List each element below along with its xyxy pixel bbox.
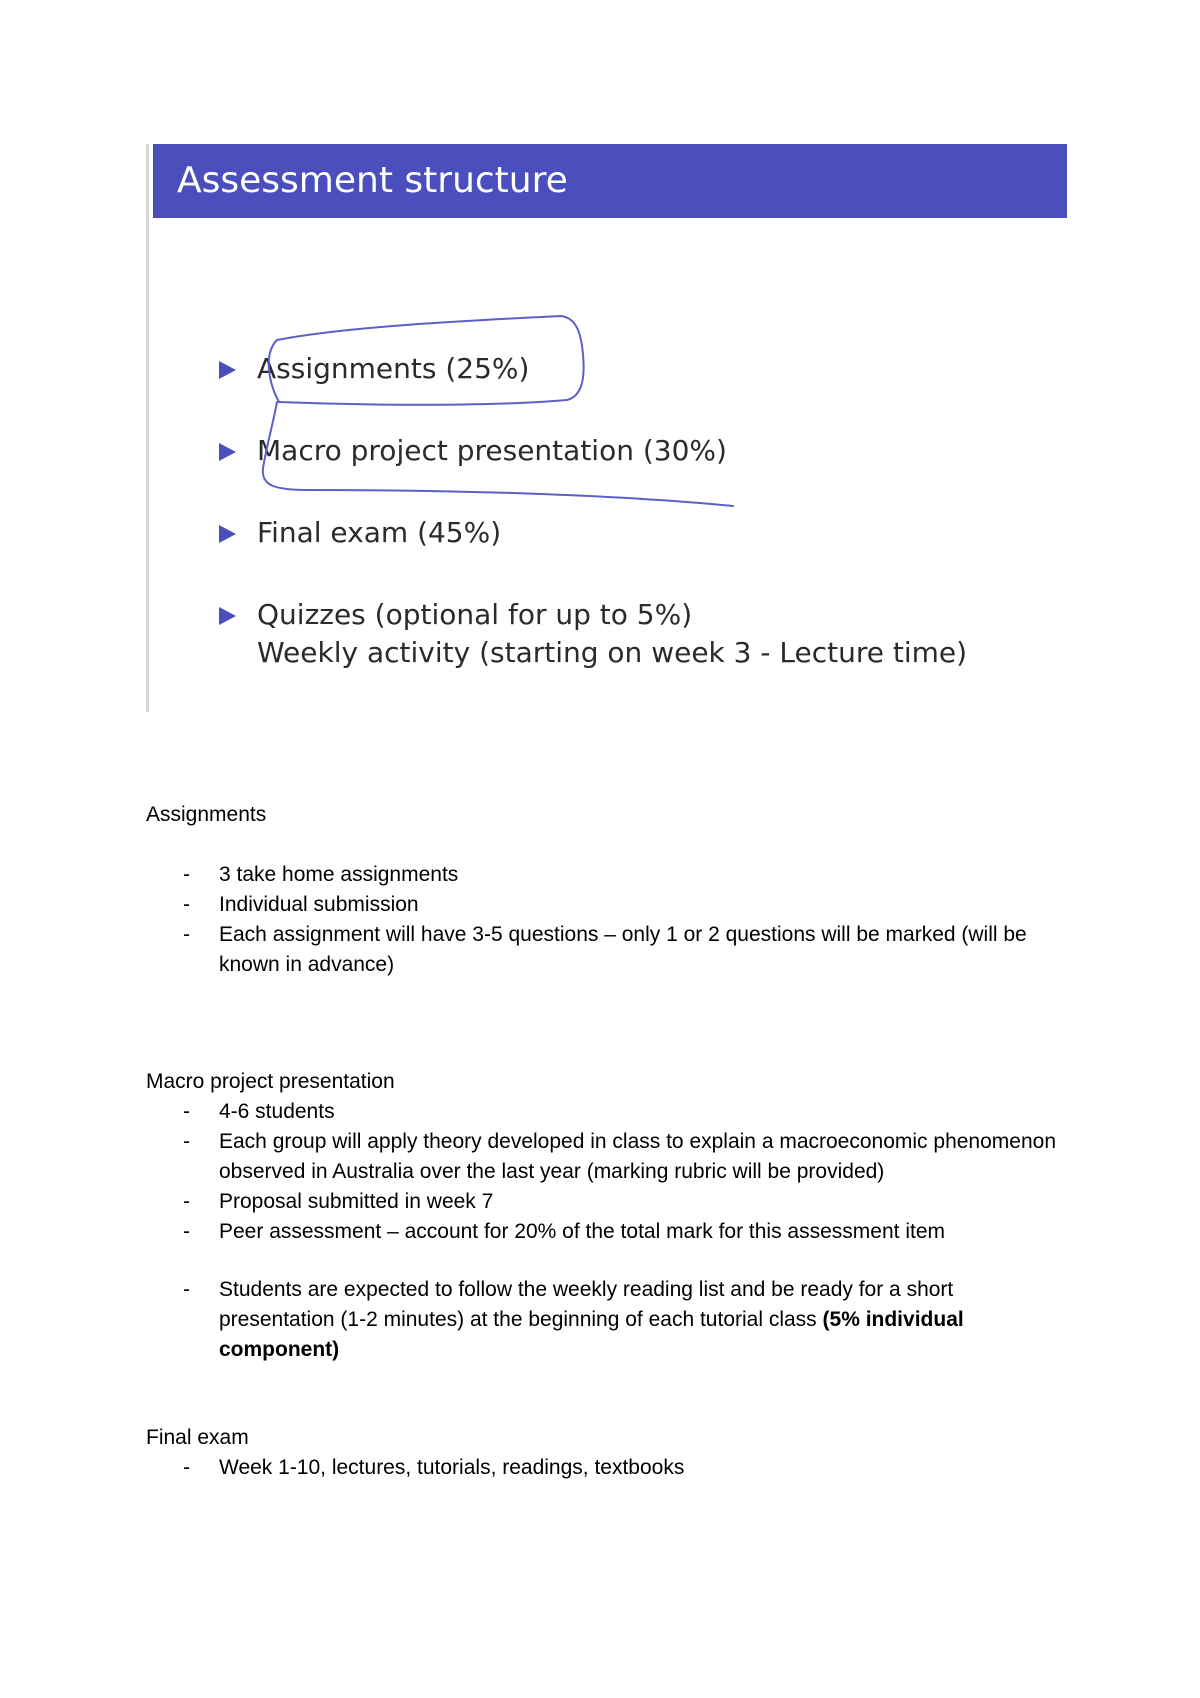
list-item: - Each assignment will have 3-5 questions – only 1 or 2 questions will be marked (will be known in advance) xyxy=(146,920,1066,980)
notes xyxy=(146,800,1066,1483)
slide-item-label: Assignments (25%) xyxy=(257,352,530,385)
list-item: - Individual submission xyxy=(146,890,1066,920)
slide-item-macro-project xyxy=(257,432,727,470)
list-item: - 4-6 students xyxy=(146,1097,1066,1127)
list-item: - 3 take home assignments xyxy=(146,860,1066,890)
section-title-assignments: Assignments xyxy=(146,803,267,826)
list-item: - Proposal submitted in week 7 xyxy=(146,1187,1066,1217)
triangle-bullet-icon xyxy=(219,361,236,379)
slide-item-label: Quizzes (optional for up to 5%) xyxy=(257,598,693,631)
list-item: - Week 1-10, lectures, tutorials, readings, textbooks xyxy=(146,1453,1066,1483)
final-exam-list xyxy=(146,1453,1066,1483)
macro-project-extra-list xyxy=(146,1275,1066,1365)
slide-item-quizzes xyxy=(257,596,967,672)
section-title-final-exam: Final exam xyxy=(146,1426,249,1449)
slide-item-sublabel: Weekly activity (starting on week 3 - Lecture time) xyxy=(257,636,968,669)
list-item: - Peer assessment – account for 20% of the total mark for this assessment item xyxy=(146,1217,1066,1247)
list-item: - Each group will apply theory developed in class to explain a macroeconomic phenomenon observed in Australia over the last year (marking rubric will be provided) xyxy=(146,1127,1066,1187)
assignments-list xyxy=(146,860,1066,980)
slide-item-label: Final exam (45%) xyxy=(257,516,502,549)
slide-item-final-exam xyxy=(257,514,501,552)
reading-bold-text: (5% individual component) xyxy=(219,1308,964,1361)
slide-title: Assessment structure xyxy=(153,144,1067,218)
slide-image xyxy=(146,144,1067,712)
triangle-bullet-icon xyxy=(219,443,236,461)
reading-text: Students are expected to follow the weekly reading list and be ready for a short presentation (1-2 minutes) at the beginning of each tutorial class xyxy=(219,1278,954,1331)
triangle-bullet-icon xyxy=(219,607,236,625)
macro-project-list xyxy=(146,1097,1066,1247)
list-item-reading xyxy=(146,1275,1066,1365)
section-title-macro-project: Macro project presentation xyxy=(146,1070,395,1093)
slide-item-label: Macro project presentation (30%) xyxy=(257,434,727,467)
slide-item-assignments xyxy=(257,350,529,388)
triangle-bullet-icon xyxy=(219,525,236,543)
